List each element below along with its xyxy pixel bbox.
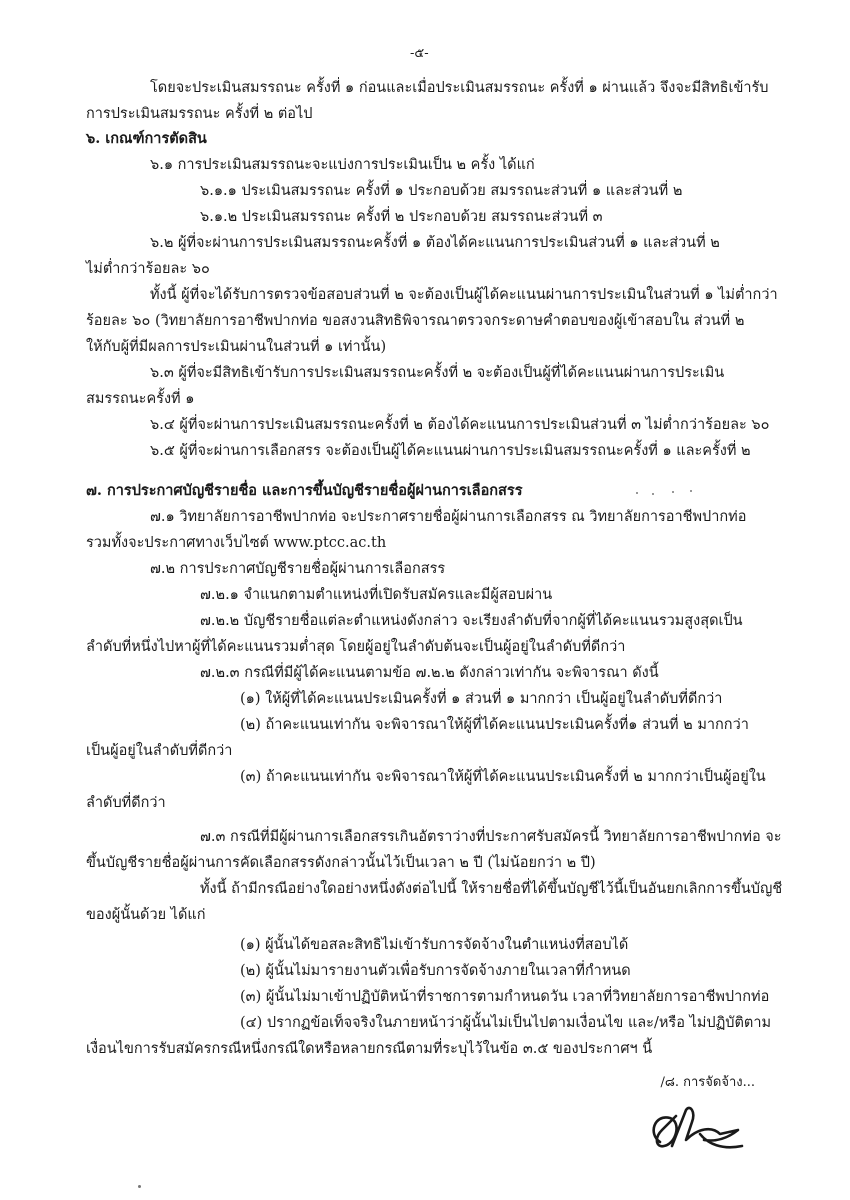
paragraph-line: ขึ้นบัญชีรายชื่อผู้ผ่านการคัดเลือกสรรดังกล่าวนั้นไว้เป็นเวลา ๒ ปี (ไม่น้อยกว่า ๒ ปี): [86, 855, 596, 871]
scan-speck: [636, 492, 638, 494]
paragraph-line: ๖.๑.๑ ประเมินสมรรถนะ ครั้งที่ ๑ ประกอบด้วย สมรรถนะส่วนที่ ๑ และส่วนที่ ๒: [200, 183, 683, 199]
paragraph-line: (๒) ผู้นั้นไม่มารายงานตัวเพื่อรับการจัดจ้างภายในเวลาที่กำหนด: [240, 963, 631, 979]
paragraph-line: ๗.๒ การประกาศบัญชีรายชื่อผู้ผ่านการเลือกสรร: [150, 561, 446, 577]
paragraph-line: ๖.๑.๒ ประเมินสมรรถนะ ครั้งที่ ๒ ประกอบด้วย สมรรถนะส่วนที่ ๓: [200, 209, 603, 225]
section-heading: ๖. เกณฑ์การตัดสิน: [86, 130, 207, 147]
section-heading: ๗. การประกาศบัญชีรายชื่อ และการขึ้นบัญชีรายชื่อผู้ผ่านการเลือกสรร: [86, 482, 523, 499]
scan-speck: [672, 491, 674, 493]
paragraph-line: ๖.๕ ผู้ที่จะผ่านการเลือกสรร จะต้องเป็นผู้ได้คะแนนผ่านการประเมินสมรรถนะครั้งที่ ๑ และครั้งที่ ๒: [150, 443, 751, 459]
paragraph-line: ให้กับผู้ที่มีผลการประเมินผ่านในส่วนที่ ๑ เท่านั้น): [86, 339, 387, 355]
paragraph-line: ๗.๒.๒ บัญชีรายชื่อแต่ละตำแหน่งดังกล่าว จะเรียงลำดับที่จากผู้ที่ได้คะแนนรวมสูงสุดเป็น: [200, 613, 743, 629]
paragraph-line: ๗.๒.๑ จำแนกตามตำแหน่งที่เปิดรับสมัครและมีผู้สอบผ่าน: [200, 587, 553, 603]
paragraph-line: ไม่ต่ำกว่าร้อยละ ๖๐: [86, 261, 210, 277]
paragraph-line: (๓) ผู้นั้นไม่มาเข้าปฏิบัติหน้าที่ราชการตามกำหนดวัน เวลาที่วิทยาลัยการอาชีพปากท่อ: [240, 989, 770, 1005]
paragraph-line: ๖.๔ ผู้ที่จะผ่านการประเมินสมรรถนะครั้งที่ ๒ ต้องได้คะแนนการประเมินส่วนที่ ๓ ไม่ต่ำกว่าร้อยละ ๖๐: [150, 417, 770, 433]
paragraph-line: ลำดับที่หนึ่งไปหาผู้ที่ได้คะแนนรวมต่ำสุด โดยผู้อยู่ในลำดับต้นจะเป็นผู้อยู่ในลำดับที่ดีกว่า: [86, 639, 626, 655]
paragraph-line: ทั้งนี้ ถ้ามีกรณีอย่างใดอย่างหนึ่งดังต่อไปนี้ ให้รายชื่อที่ได้ขึ้นบัญชีไว้นี้เป็นอันยกเลิกการขึ้นบัญชี: [200, 881, 783, 897]
paragraph-line: เป็นผู้อยู่ในลำดับที่ดีกว่า: [86, 743, 233, 759]
paragraph-line: (๑) ผู้นั้นได้ขอสละสิทธิไม่เข้ารับการจัดจ้างในตำแหน่งที่สอบได้: [240, 937, 629, 953]
paragraph-line: ๗.๓ กรณีที่มีผู้ผ่านการเลือกสรรเกินอัตราว่างที่ประกาศรับสมัครนี้ วิทยาลัยการอาชีพปากท่อ จะ: [200, 829, 782, 845]
scan-speck: [652, 493, 654, 495]
paragraph-line: (๒) ถ้าคะแนนเท่ากัน จะพิจารณาให้ผู้ที่ได้คะแนนประเมินครั้งที่๑ ส่วนที่ ๒ มากกว่า: [240, 717, 749, 733]
page-number: -๕-: [410, 46, 429, 61]
paragraph-line: เงื่อนไขการรับสมัครกรณีหนึ่งกรณีใดหรือหลายกรณีตามที่ระบุไว้ในข้อ ๓.๕ ของประกาศฯ นี้: [86, 1041, 653, 1057]
paragraph-line: ๗.๑ วิทยาลัยการอาชีพปากท่อ จะประกาศรายชื่อผู้ผ่านการเลือกสรร ณ วิทยาลัยการอาชีพปากท่อ: [150, 509, 747, 525]
paragraph-line: ๗.๒.๓ กรณีที่มีผู้ได้คะแนนตามข้อ ๗.๒.๒ ดังกล่าวเท่ากัน จะพิจารณา ดังนี้: [200, 665, 659, 681]
paragraph-line: ๖.๒ ผู้ที่จะผ่านการประเมินสมรรถนะครั้งที่ ๑ ต้องได้คะแนนการประเมินส่วนที่ ๑ และส่วนที่ ๒: [150, 235, 720, 251]
paragraph-line: ลำดับที่ดีกว่า: [86, 795, 166, 811]
next-page-marker: /๘. การจัดจ้าง...: [660, 1075, 755, 1090]
paragraph-line: ๖.๓ ผู้ที่จะมีสิทธิเข้ารับการประเมินสมรรถนะครั้งที่ ๒ จะต้องเป็นผู้ที่ได้คะแนนผ่านการประเมิน: [150, 365, 725, 381]
scan-speck: [138, 1185, 141, 1188]
scan-speck: [690, 490, 692, 492]
paragraph-line: สมรรถนะครั้งที่ ๑: [86, 391, 195, 407]
paragraph-line: (๑) ให้ผู้ที่ได้คะแนนประเมินครั้งที่ ๑ ส่วนที่ ๑ มากกว่า เป็นผู้อยู่ในลำดับที่ดีกว่า: [240, 691, 723, 707]
paragraph-line: ๖.๑ การประเมินสมรรถนะจะแบ่งการประเมินเป็น ๒ ครั้ง ได้แก่: [150, 157, 535, 173]
paragraph-line: ของผู้นั้นด้วย ได้แก่: [86, 907, 206, 923]
paragraph-line: การประเมินสมรรถนะ ครั้งที่ ๒ ต่อไป: [86, 106, 313, 122]
paragraph-line: ทั้งนี้ ผู้ที่จะได้รับการตรวจข้อสอบส่วนที่ ๒ จะต้องเป็นผู้ได้คะแนนผ่านการประเมินในส่วนที่ ๑ ไม่ต่ำกว่า: [150, 287, 778, 303]
paragraph-line: ร้อยละ ๖๐ (วิทยาลัยการอาชีพปากท่อ ขอสงวนสิทธิพิจารณาตรวจกระดาษคำตอบของผู้เข้าสอบใน ส่วนที่ ๒: [86, 313, 745, 329]
signature-icon: [642, 1100, 762, 1160]
paragraph-line: โดยจะประเมินสมรรถนะ ครั้งที่ ๑ ก่อนและเมื่อประเมินสมรรถนะ ครั้งที่ ๑ ผ่านแล้ว จึงจะมีสิทธิเข้ารับ: [150, 80, 769, 96]
paragraph-line: (๓) ถ้าคะแนนเท่ากัน จะพิจารณาให้ผู้ที่ได้คะแนนประเมินครั้งที่ ๒ มากกว่าเป็นผู้อยู่ใน: [240, 769, 766, 785]
paragraph-line: รวมทั้งจะประกาศทางเว็บไซต์ www.ptcc.ac.th: [86, 535, 387, 551]
paragraph-line: (๔) ปรากฏข้อเท็จจริงในภายหน้าว่าผู้นั้นไม่เป็นไปตามเงื่อนไข และ/หรือ ไม่ปฏิบัติตาม: [240, 1015, 772, 1031]
